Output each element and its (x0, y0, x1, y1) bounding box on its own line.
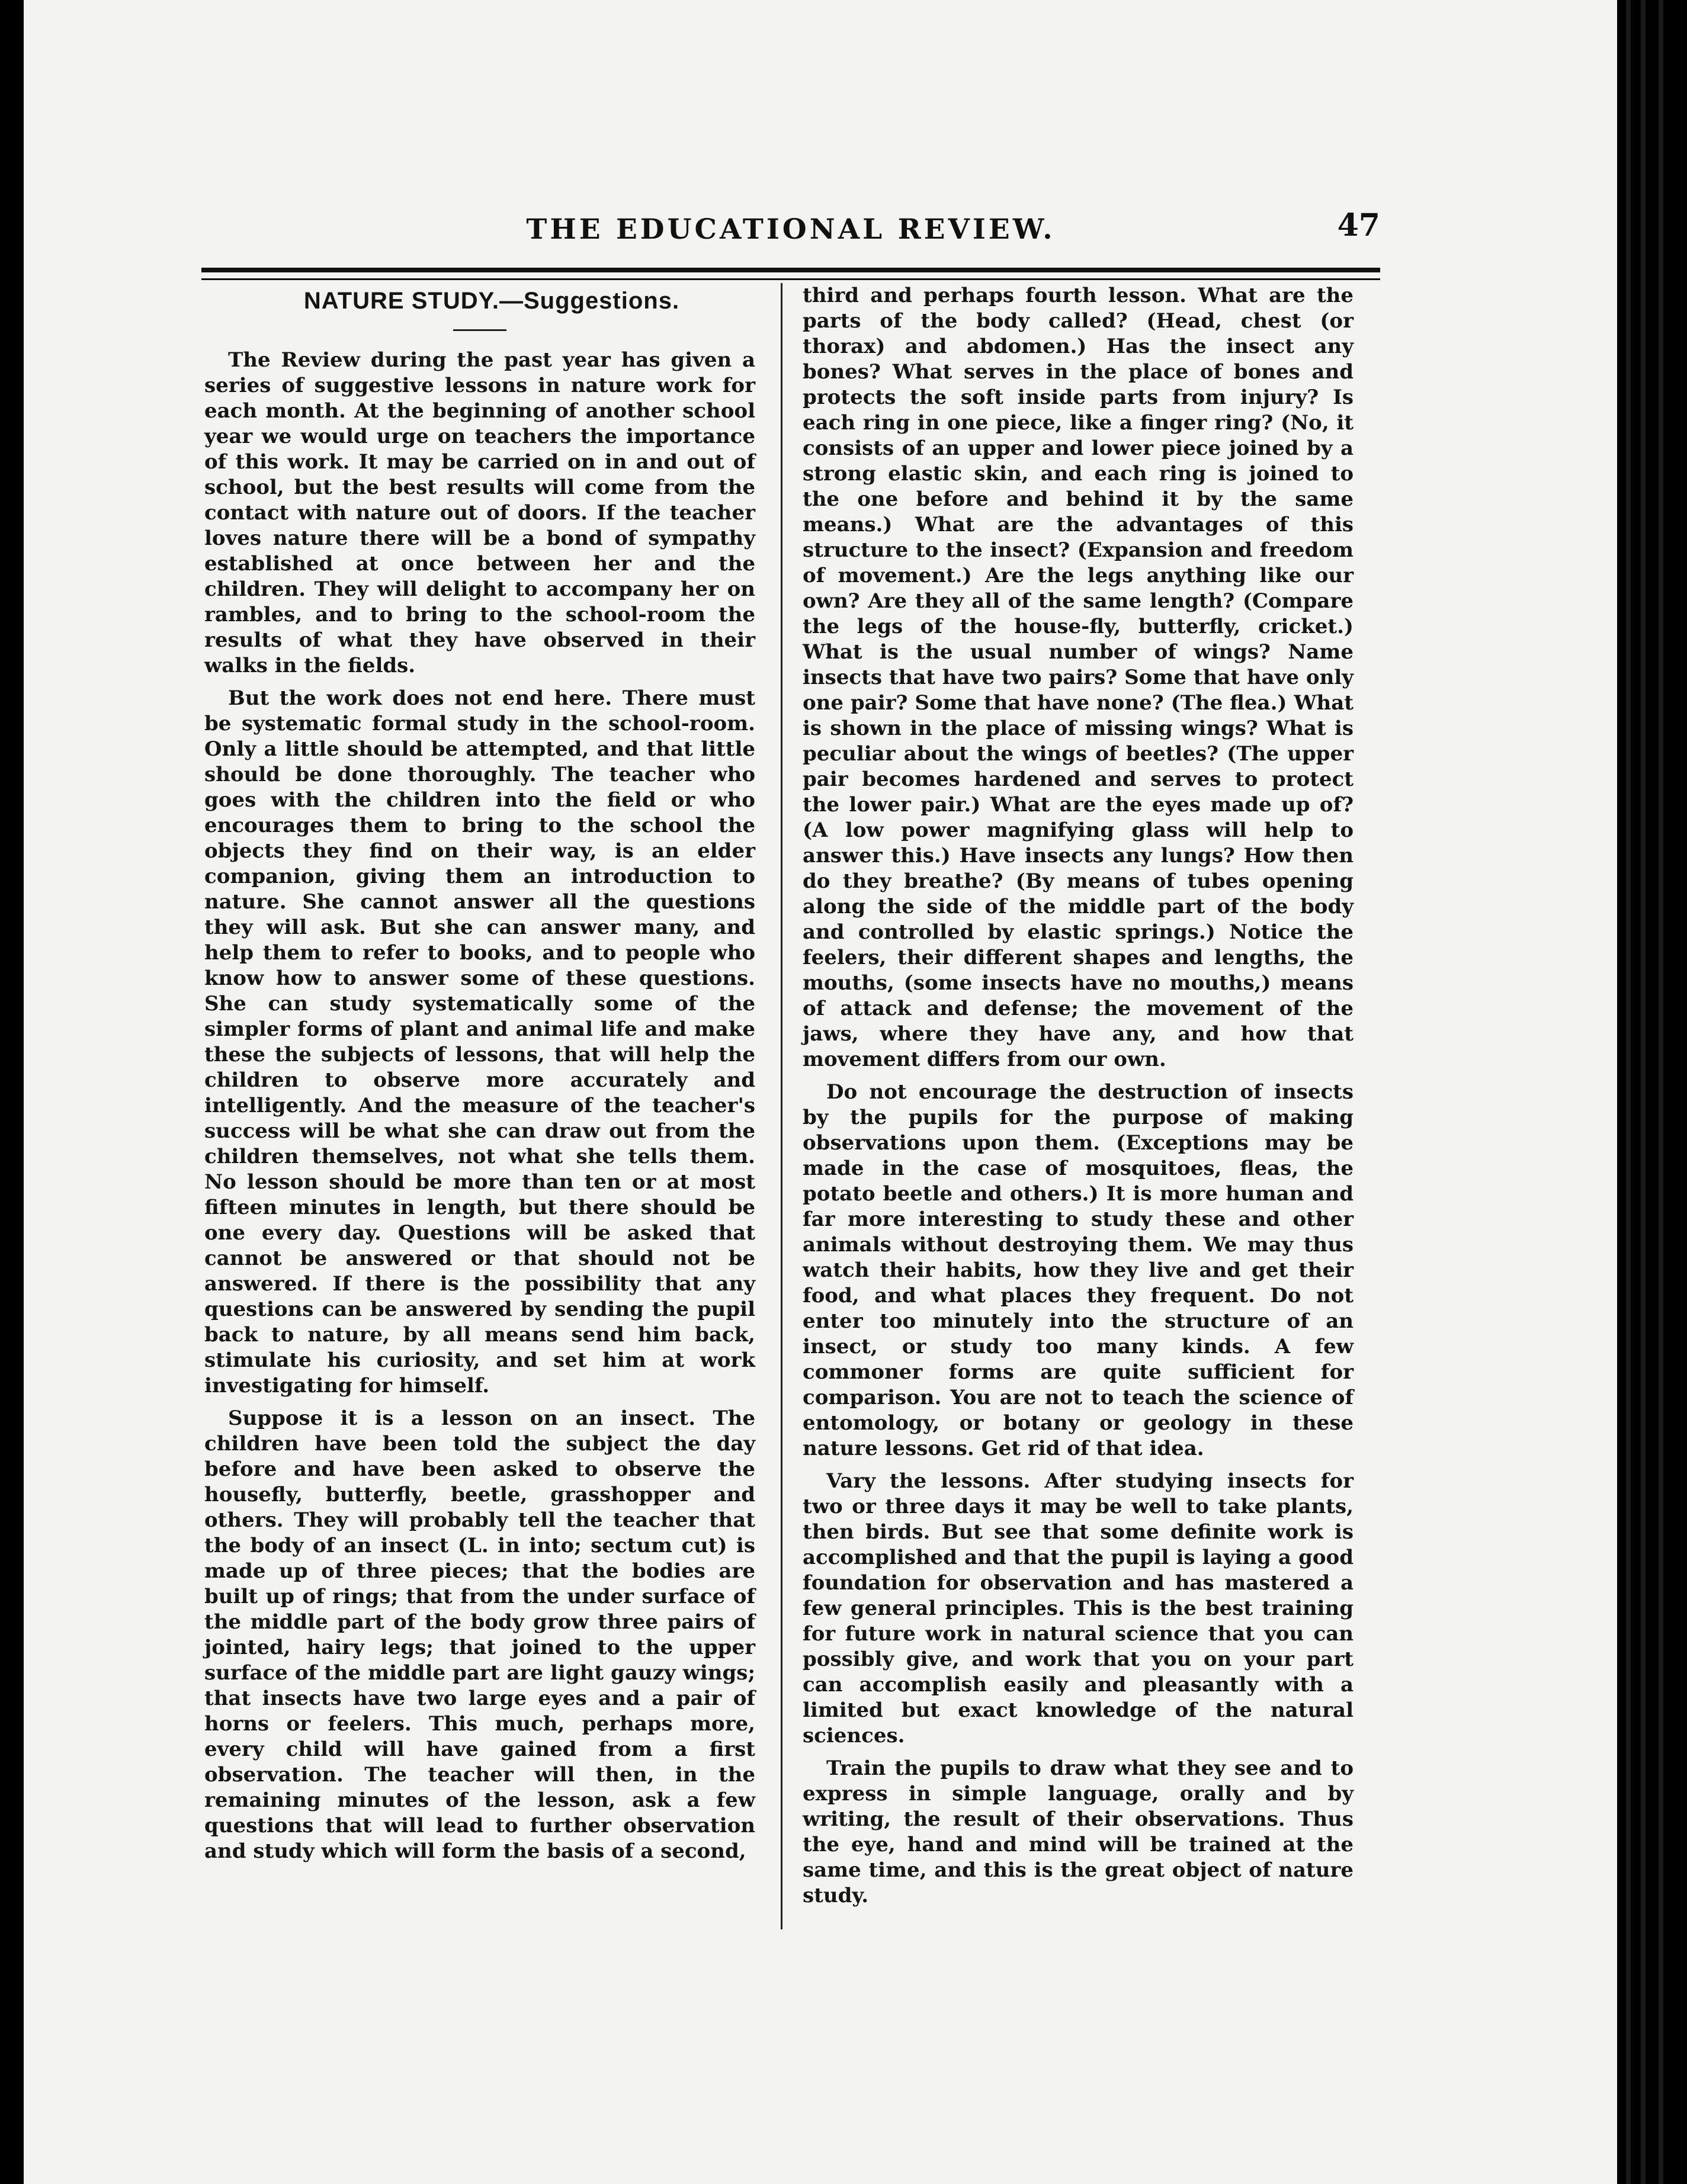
column-divider (781, 283, 782, 1929)
paragraph: third and perhaps fourth lesson. What are the parts of the body called? (Head, chest (or thorax) and abdomen.) Has the insect any bones? What serves in the place of bones and protects the soft inside parts from injury? Is each ring in one piece, like a finger ring? (No, it consists of an upper and lower piece joined by a strong elastic skin, and each ring is joined to the one before and behind it by the same means.) What are the advantages of this structure to the insect? (Expansion and freedom of movement.) Are the legs anything like our own? Are they all of the same length? (Compare the legs of the house-fly, butterfly, cricket.) What is the usual number of wings? Name insects that have two pairs? Some that have only one pair? Some that have none? (The flea.) What is shown in the place of missing wings? What is peculiar about the wings of beetles? (The upper pair becomes hardened and serves to protect the lower pair.) What are the eyes made up of? (A low power magnifying glass will help to answer this.) Have insects any lungs? How then do they breathe? (By means of tubes opening along the side of the middle part of the body and controlled by elastic springs.) Notice the feelers, their different shapes and lengths, the mouths, (some insects have no mouths,) means of attack and defense; the movement of the jaws, where they have any, and how that movement differs from our own. (803, 284, 1354, 1071)
paragraph: The Review during the past year has given a series of suggestive lessons in nature work for each month. At the beginning of another school year we would urge on teachers the importance of this work. It may be carried on in and out of school, but the best results will come from the contact with nature out of doors. If the teacher loves nature there will be a bond of sympathy established at once between her and the children. They will delight to accompany her on rambles, and to bring to the school-room the results of what they have observed in their walks in the fields. (204, 348, 755, 677)
binding-edge (1626, 0, 1631, 2184)
paragraph: Do not encourage the destruction of insects by the pupils for the purpose of making observations upon them. (Exceptions may be made in the case of mosquitoes, fleas, the potato beetle and others.) It is more human and far more interesting to study these and other animals without destroying them. We may thus watch their habits, how they live and get their food, and what places they frequent. Do not enter too minutely into the structure of an insect, or study too many kinds. A few commoner forms are quite sufficient for comparison. You are not to teach the science of entomology, or botany or geology in these nature lessons. Get rid of that idea. (803, 1080, 1354, 1460)
right-column (803, 283, 1354, 1909)
left-column (204, 283, 755, 1864)
paragraph: But the work does not end here. There must be systematic formal study in the school-room. Only a little should be attempted, and that little should be done thoroughly. The teacher who goes with the children into the field or who encourages them to bring to the school the objects they find on their way, is an elder companion, giving them an introduction to nature. She cannot answer all the questions they will ask. But she can answer many, and help them to refer to books, and to people who know how to answer some of these questions. She can study systematically some of the simpler forms of plant and animal life and make these the subjects of lessons, that will help the children to observe more accurately and intelligently. And the measure of the teacher's success will be what she can draw out from the children themselves, not what she tells them. No lesson should be more than ten or at most fifteen minutes in length, but there should be one every day. Questions will be asked that cannot be answered or that should not be answered. If there is the possibility that any questions can be answered by sending the pupil back to nature, by all means send him back, stimulate his curiosity, and set him at work investigating for himself. (204, 686, 755, 1398)
page-header (201, 207, 1380, 255)
header-rule (201, 278, 1380, 280)
binding-edge (1659, 0, 1663, 2184)
paragraph: Vary the lessons. After studying insects for two or three days it may be well to take plants, then birds. But see that some definite work is accomplished and that the pupil is laying a good foundation for observation and has mastered a few general principles. This is the best training for future work in natural science that you can possibly give, and work that you on your part can accomplish easily and pleasantly with a limited but exact knowledge of the natural sciences. (803, 1469, 1354, 1748)
paragraph: Train the pupils to draw what they see and to express in simple language, orally and by writing, the result of their observations. Thus the eye, hand and mind will be trained at the same time, and this is the great object of nature study. (803, 1756, 1354, 1907)
paragraph: Suppose it is a lesson on an insect. The children have been told the subject the day before and have been asked to observe the housefly, butterfly, beetle, grasshopper and others. They will probably tell the teacher that the body of an insect (L. in into; sectum cut) is made up of three pieces; that the bodies are built up of rings; that from the under surface of the middle part of the body grow three pairs of jointed, hairy legs; that joined to the upper surface of the middle part are light gauzy wings; that insects have two large eyes and a pair of horns or feelers. This much, perhaps more, every child will have gained from a first observation. The teacher will then, in the remaining minutes of the lesson, ask a few questions that will lead to further observation and study which will form the basis of a second, (204, 1406, 755, 1863)
running-title: THE EDUCATIONAL REVIEW. (526, 213, 1056, 246)
article-title: NATURE STUDY.—Suggestions. (303, 288, 680, 314)
header-rule (201, 268, 1380, 272)
title-dash (453, 329, 506, 331)
binding-edge (1641, 0, 1646, 2184)
page-number: 47 (1337, 207, 1380, 243)
